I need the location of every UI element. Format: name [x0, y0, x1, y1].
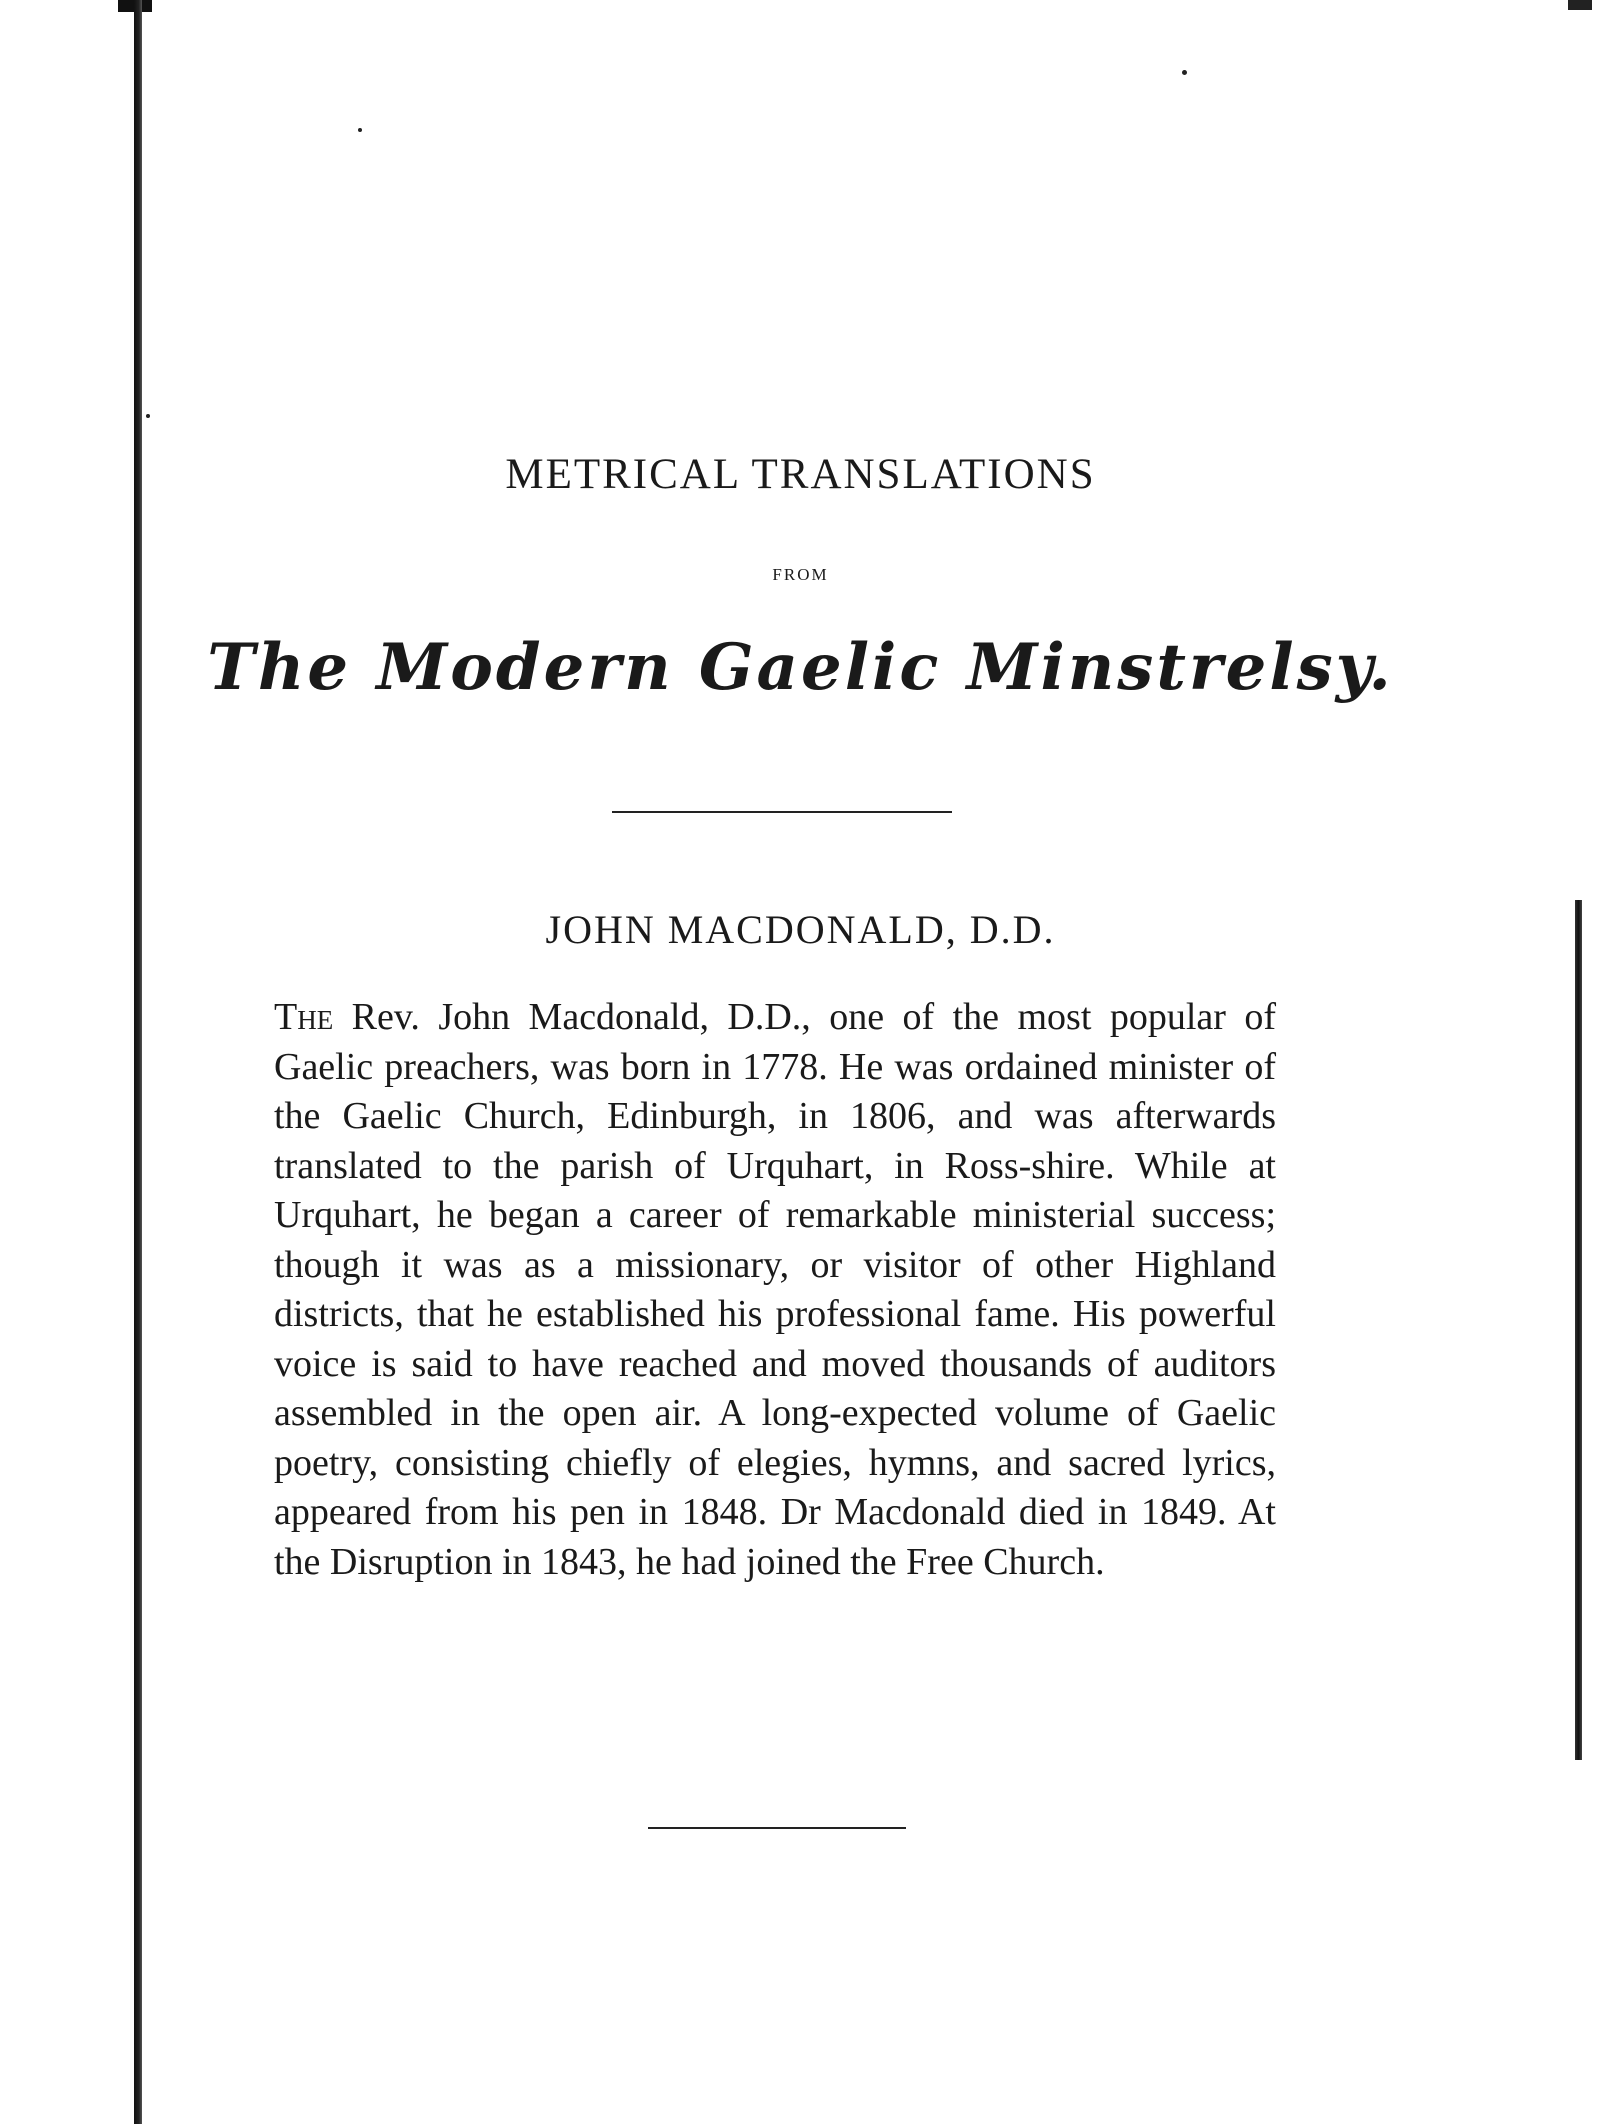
- body-text: Rev. John Macdonald, D.D., one of the most popular of Gaelic preachers, was born in 1778. He was ordained minister of the Gaelic Church, Edinburgh, in 1806, and was afterwards translated to the parish of Urquhart, in Ross-shire. While at Urquhart, he began a career of remarkable ministerial success; though it was as a missionary, or visitor of other Highland districts, that he established his professional fame. His powerful voice is said to have reached and moved thousands of auditors assembled in the open air. A long-expected volume of Gaelic poetry, consisting chiefly of elegies, hymns, and sacred lyrics, appeared from his pen in 1848. Dr Macdonald died in 1849. At the Disruption in 1843, he had joined the Free Church.: [274, 996, 1276, 1583]
- section-heading: JOHN MACDONALD, D.D.: [545, 907, 1056, 952]
- page-subtitle: The Modern Gaelic Minstrelsy.: [207, 630, 1394, 705]
- divider-rule-top: [612, 811, 952, 813]
- page-title: METRICAL TRANSLATIONS: [505, 451, 1096, 498]
- from-label: FROM: [772, 565, 829, 584]
- ink-speck: [358, 128, 362, 132]
- ink-speck: [146, 414, 150, 418]
- divider-rule-bottom: [648, 1827, 906, 1829]
- binding-edge: [134, 0, 142, 2124]
- body-paragraph: [274, 993, 1276, 1587]
- right-page-edge: [1575, 900, 1582, 1760]
- corner-mark: [1568, 0, 1592, 10]
- body-lead-word: The: [274, 996, 334, 1038]
- ink-speck: [1182, 70, 1187, 75]
